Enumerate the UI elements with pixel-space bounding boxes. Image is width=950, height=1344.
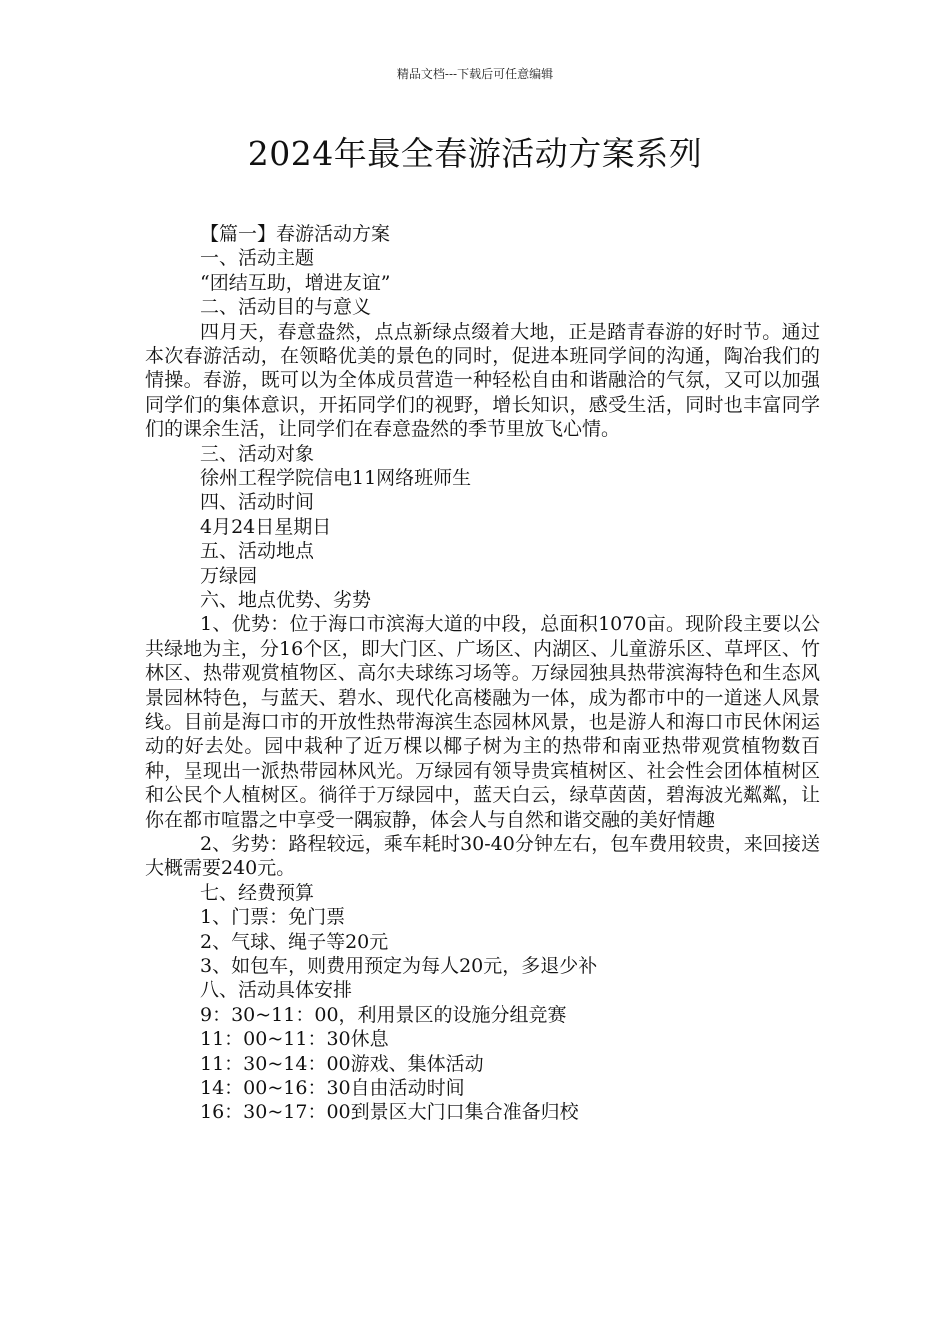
heading-time: 四、活动时间 [200,491,315,514]
schedule-item: 16：30~17：00到景区大门口集合准备归校 [200,1101,579,1124]
date-text: 4月24日星期日 [200,515,332,538]
advantage-paragraph: 1、优势：位于海口市滨海大道的中段，总面积1070亩。现阶段主要以公共绿地为主，分16个区，即大门区、广场区、内湖区、儿童游乐区、草坪区、竹林区、热带观赏植物区、高尔夫球练习场等。万绿园独具热带滨海特色和生态风景园林特色，与蓝天、碧水、现代化高楼融为一体，成为都市中的一道迷人风景线。目前是海口市的开放性热带海滨生态园林风景，也是游人和海口市民休闲运动的好去处。园中栽种了近万棵以椰子树为主的热带和南亚热带观赏植物数百种，呈现出一派热带园林风光。万绿园有领导贵宾植树区、社会性会团体植树区和公民个人植树区。徜徉于万绿园中，蓝天白云，绿草茵茵，碧海波光粼粼，让你在都市喧嚣之中享受一隅寂静，体会人与自然和谐交融的美好情趣 [145,613,820,831]
disadvantage-paragraph: 2、劣势：路程较远，乘车耗时30-40分钟左右，包车费用较贵，来回接送大概需要240元。 [145,832,820,880]
schedule-item: 14：00~16：30自由活动时间 [200,1076,465,1099]
document-title: 2024年最全春游活动方案系列 [247,134,703,173]
heading-location: 五、活动地点 [200,540,315,563]
theme-text: “团结互助，增进友谊” [200,271,391,294]
header-note: 精品文档---下载后可任意编辑 [396,67,554,81]
budget-item: 1、门票：免门票 [200,906,346,929]
heading-pros-cons: 六、地点优势、劣势 [200,588,372,611]
heading-budget: 七、经费预算 [200,881,315,904]
heading-theme: 一、活动主题 [200,247,315,270]
budget-item: 3、如包车，则费用预定为每人20元，多退少补 [200,954,598,977]
heading-participants: 三、活动对象 [200,442,315,465]
schedule-item: 9：30~11：00，利用景区的设施分组竞赛 [200,1003,567,1026]
schedule-item: 11：30~14：00游戏、集体活动 [200,1052,484,1075]
location-text: 万绿园 [200,564,258,587]
heading-schedule: 八、活动具体安排 [200,979,353,1002]
heading-purpose: 二、活动目的与意义 [200,296,372,319]
schedule-item: 11：00~11：30休息 [200,1028,389,1051]
participants-text: 徐州工程学院信电11网络班师生 [200,466,472,489]
document-body [145,222,820,1125]
section-heading: 【篇一】春游活动方案 [200,223,391,245]
purpose-paragraph: 四月天，春意盎然，点点新绿点缀着大地，正是踏青春游的好时节。通过本次春游活动，在领略优美的景色的同时，促进本班同学间的沟通，陶冶我们的情操。春游，既可以为全体成员营造一种轻松自由和谐融洽的气氛，又可以加强同学们的集体意识，开拓同学们的视野，增长知识，感受生活，同时也丰富同学们的课余生活，让同学们在春意盎然的季节里放飞心情。 [145,320,820,441]
budget-item: 2、气球、绳子等20元 [200,930,389,953]
